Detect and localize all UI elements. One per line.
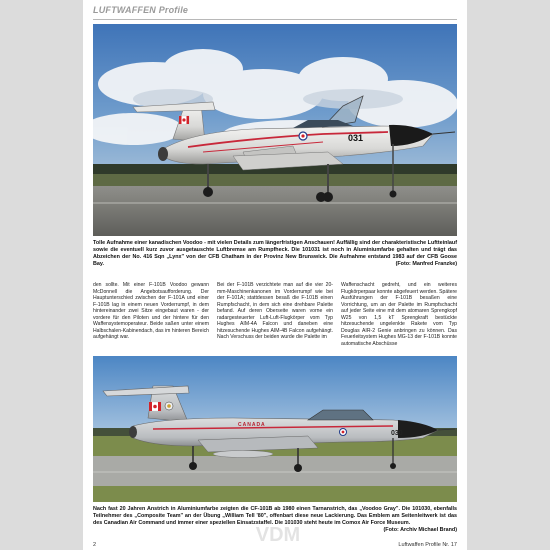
page-number: 2 [93,542,97,548]
caption-bottom-credit: (Foto: Archiv Michael Brand) [383,527,457,534]
page-header [93,4,457,20]
watermark-text: VDM [255,524,301,546]
article-body [93,282,457,354]
caption-bottom-text: Nach fast 20 Jahren Anstrich in Aluminiumfarbe zeigten die CF-101B ab 1980 einen Tarnanstrich, das „Voodoo Gray". Die 101030, ebenfalls Teilnehmer des „Composite Team" an der Übung „William Tell '80", offenbart diese neue Lackierung. Das Emblem am Seitenleitwerk ist das des Canadian Air Command und immer einer speziellen Einsatzstaffel. Die 101030 steht heute im Comox Air Force Museum. [93,506,457,527]
photo-voodoo-silver-image [93,24,457,236]
photo-voodoo-grey [93,356,457,502]
article-column-3: Waffenschacht gedreht, und ein weiteres Flugkörperpaar konnte abgefeuert werden. Spätere Ausführungen der F-101B besaßen eine Vorrichtung, um an der Palette im Rumpfschacht auf jeder Seite eine mit dem atomaren Sprengkopf W25 von 1,5 kT Sprengkraft bestückte hitzesuchende ungelenkte Rakete vom Typ Douglas AIR-2 Genie anbringen zu können. Das Feuerleitsystem Hughes MG-13 der F-101B konnte automatische Abschüsse [341,282,457,347]
caption-top [93,240,457,278]
header-title: LUFTWAFFEN Profile [93,5,189,15]
article-column-1: den sollte. Mit einer F-101B Voodoo gewann McDonnell die Angebotsaufforderung. Der Hauptunterschied zwischen der F-101A und einer F-101B lag in einem neuen Vorderrumpf, in dem hintereinander zwei Sitze eingebaut waren - der vordere für den Piloten und der hintere für den Waffensystemoperateur. Beide saßen unter einem Halbschalen-Kabinendach, das im hinteren Bereich aufgehängt war. [93,282,209,340]
aircraft-serial-bottom: 030 [391,430,403,437]
photo-voodoo-grey-image [93,356,457,502]
magazine-page [83,0,467,550]
aircraft-serial-top: 031 [348,133,364,143]
photo-voodoo-silver [93,24,457,236]
caption-top-credit: (Foto: Manfred Franzke) [395,261,457,268]
article-column-2: Bei der F-101B verzichtete man auf die vier 20-mm-Maschinenkanonen im Vorderrumpf wie bei der F-101A; stattdessen besaß die F-101B einen Rumpfschacht, in dem sich eine drehbare Palette befand. Auf deren Oberseite waren vorne ein radargesteuerter Luft-Luft-Flugkörper vom Typ Hughes AIM-4A Falcon und daneben eine hitzesuchende Hughes AIM-4B Falcon aufgehängt. Nach Verschuss der beiden wurde die Palette im [217,282,333,340]
page-footer [93,541,457,549]
fuselage-canada-text: CANADA [238,422,266,428]
series-title: Luftwaffen Profile Nr. 17 [398,542,457,548]
caption-top-text: Tolle Aufnahme einer kanadischen Voodoo - mit vielen Details zum längerfristigen Anschauen! Auffällig sind der charakteristische Luftteinlauf sowie die eventuell kurz zuvor ausgetauschte Luftbremse am Rumpfheck. Die 101031 ist noch in Aluminiumfarbe gehalten und trägt das Abzeichen der No. 416 Sqn „Lynx" von der CFB Chatham in der Provinz New Brunswick. Die Aufnahme entstand 1983 auf der CFB Goose Bay. [93,240,457,268]
